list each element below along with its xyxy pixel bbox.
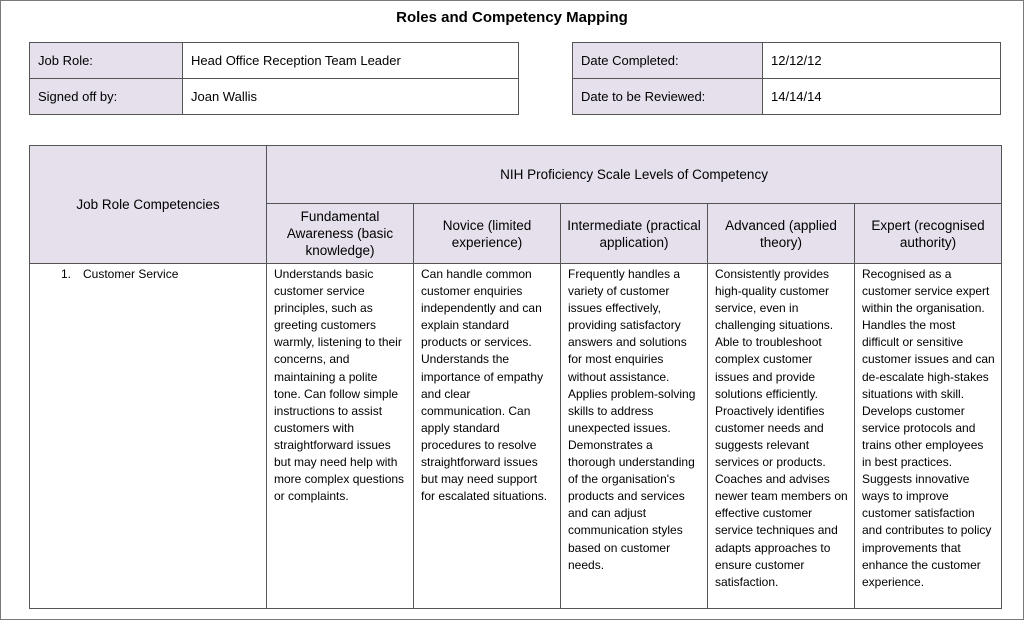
- document-title: Roles and Competency Mapping: [396, 9, 628, 26]
- advanced-description[interactable]: Consistently provides high-quality customer service, even in challenging situations. Able to troubleshoot complex customer issues and provide solutions efficiently. Proactively identifies customer needs and suggests relevant services or products. Coaches and advises newer team members on effective customer service techniques and adapts approaches to ensure customer satisfaction.: [708, 264, 855, 609]
- level-expert-header: Expert (recognised authority): [855, 204, 1002, 264]
- competencies-header: Job Role Competencies: [30, 146, 267, 264]
- table-row: [30, 264, 1002, 609]
- date-review-label: Date to be Reviewed:: [573, 79, 763, 115]
- job-role-value[interactable]: Head Office Reception Team Leader: [183, 43, 519, 79]
- level-advanced-header: Advanced (applied theory): [708, 204, 855, 264]
- level-fundamental-header: Fundamental Awareness (basic knowledge): [267, 204, 414, 264]
- job-role-row: [30, 43, 519, 79]
- competency-cell: [30, 264, 267, 609]
- date-review-row: [573, 79, 1001, 115]
- date-review-value[interactable]: 14/14/14: [763, 79, 1001, 115]
- competency-number: 1.: [61, 267, 72, 281]
- date-completed-label: Date Completed:: [573, 43, 763, 79]
- novice-description[interactable]: Can handle common customer enquiries independently and can explain standard products or services. Understands the importance of empathy and clear communication. Can apply standard procedures to resolve straightforward issues but may need support for escalated situations.: [414, 264, 561, 609]
- date-completed-value[interactable]: 12/12/12: [763, 43, 1001, 79]
- signed-off-row: [30, 79, 519, 115]
- level-intermediate-header: Intermediate (practical application): [561, 204, 708, 264]
- header-row-top: [30, 146, 1002, 204]
- signed-off-label: Signed off by:: [30, 79, 183, 115]
- signed-off-value[interactable]: Joan Wallis: [183, 79, 519, 115]
- competency-table: [29, 145, 1002, 609]
- date-info-table: [572, 42, 1001, 115]
- date-completed-row: [573, 43, 1001, 79]
- expert-description[interactable]: Recognised as a customer service expert within the organisation. Handles the most difficult or sensitive customer issues and can de-escalate high-stakes situations with skill. Develops customer service protocols and trains other employees in best practices. Suggests innovative ways to improve customer satisfaction and contributes to policy improvements that enhance the customer experience.: [855, 264, 1002, 609]
- competency-name: Customer Service: [83, 267, 179, 281]
- job-info-table: [29, 42, 519, 115]
- level-novice-header: Novice (limited experience): [414, 204, 561, 264]
- intermediate-description[interactable]: Frequently handles a variety of customer issues effectively, providing satisfactory answers and solutions for most enquiries without assistance. Applies problem-solving skills to address unexpected issues. Demonstrates a thorough understanding of the organisation's products and services and can adjust communication styles based on customer needs.: [561, 264, 708, 609]
- scale-header: NIH Proficiency Scale Levels of Competency: [267, 146, 1002, 204]
- job-role-label: Job Role:: [30, 43, 183, 79]
- fundamental-description[interactable]: Understands basic customer service principles, such as greeting customers warmly, listening to their concerns, and maintaining a polite tone. Can follow simple instructions to assist customers with straightforward issues but may need help with more complex questions or complaints.: [267, 264, 414, 609]
